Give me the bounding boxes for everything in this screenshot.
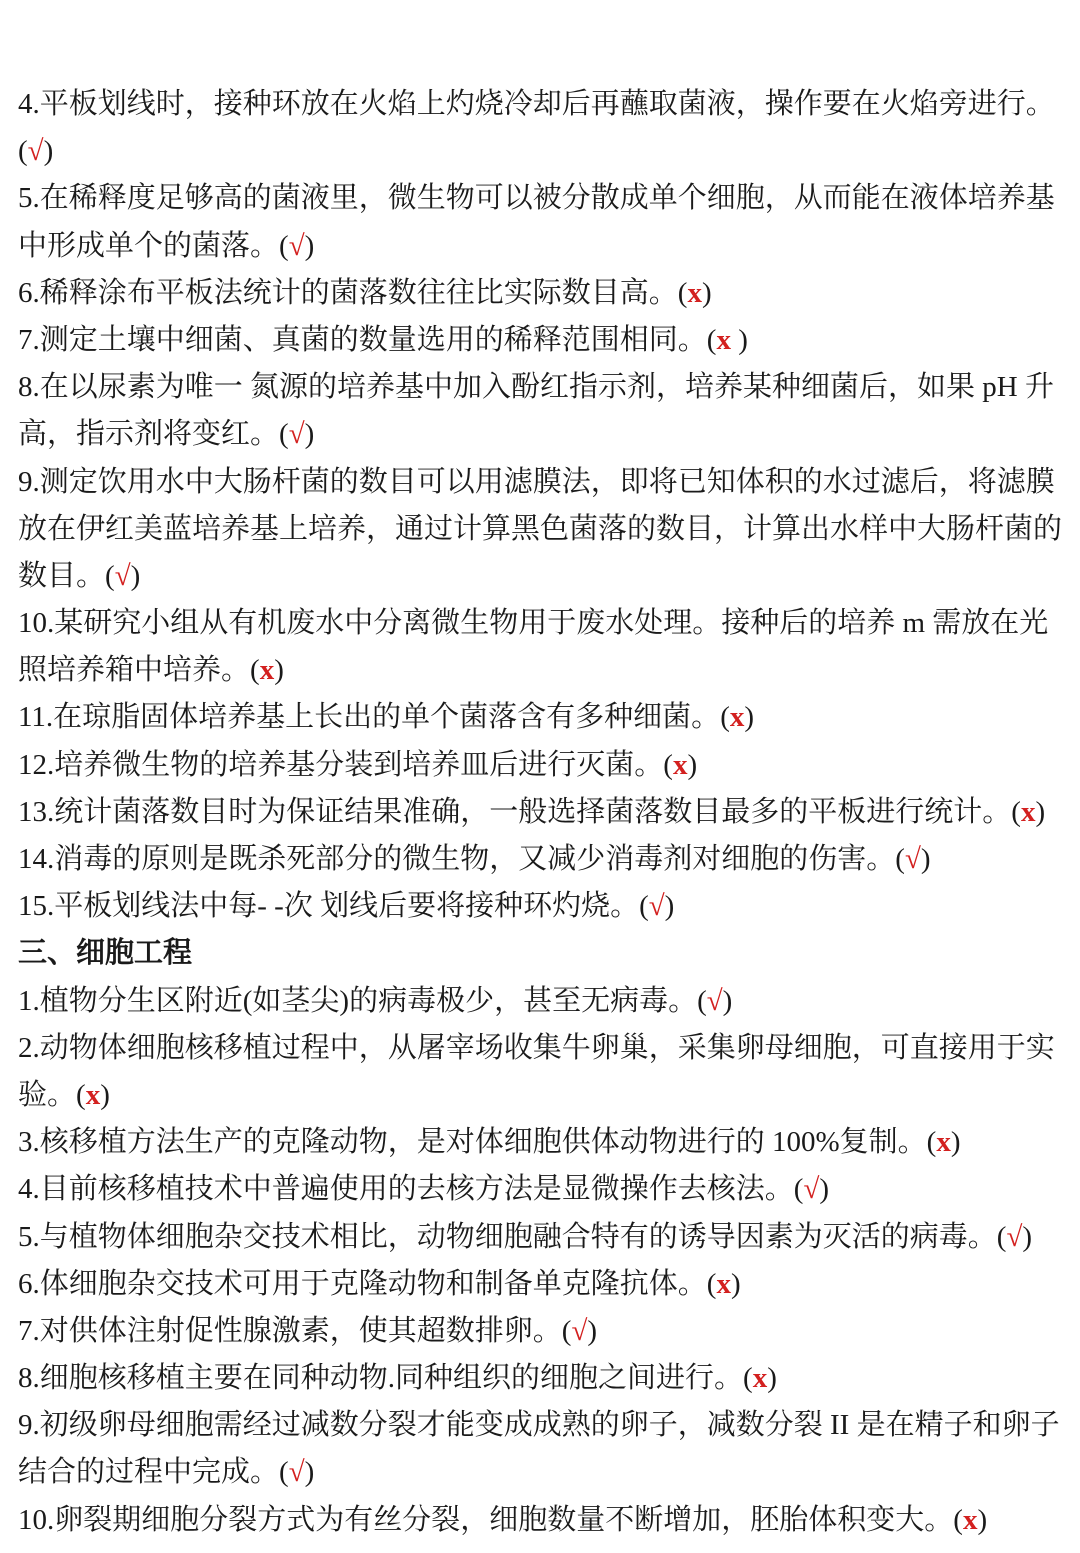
statement-item — [18, 694, 1068, 741]
statement-item — [18, 1119, 1068, 1166]
verdict-open-paren: ( — [720, 701, 730, 734]
verdict-mark: x — [962, 1503, 978, 1536]
statement-line — [18, 1497, 1068, 1544]
verdict-mark: √ — [571, 1314, 588, 1347]
statement-item — [18, 459, 1068, 601]
verdict-close-paren: ) — [730, 1267, 741, 1300]
verdict-open-paren: ( — [663, 748, 673, 781]
statement-item — [18, 883, 1068, 930]
statement-line — [18, 1449, 1068, 1496]
statement-text: 验。 — [18, 1078, 77, 1111]
verdict-mark: √ — [706, 984, 723, 1017]
verdict-open-paren: ( — [697, 984, 707, 1017]
verdict-close-paren: ) — [950, 1126, 961, 1159]
statement-text: 8.细胞核移植主要在同种动物.同种组织的细胞之间进行。 — [18, 1362, 744, 1395]
statement-line — [18, 836, 1068, 883]
statement-line — [18, 694, 1068, 741]
statement-item — [18, 978, 1068, 1025]
verdict-open-paren: ( — [1011, 795, 1021, 828]
verdict-mark: √ — [288, 229, 305, 262]
verdict-open-paren: ( — [926, 1126, 937, 1159]
statement-text: 中形成单个的菌落。 — [18, 229, 280, 262]
statement-line — [18, 128, 1068, 175]
statement-text: 8.在以尿素为唯一 氮源的培养基中加入酚红指示剂，培养某种细菌后，如果 pH 升 — [18, 371, 1054, 404]
verdict-close-paren: ) — [304, 418, 315, 451]
verdict-close-paren: ) — [767, 1362, 777, 1395]
statement-line — [18, 553, 1068, 600]
statement-text: 4.平板划线时，接种环放在火焰上灼烧冷却后再蘸取菌液，操作要在火焰旁进行。 — [18, 88, 1055, 120]
verdict-close-paren: ) — [1022, 1220, 1033, 1253]
statement-line — [18, 789, 1068, 836]
verdict-mark: √ — [904, 843, 921, 875]
statement-item — [18, 317, 1068, 364]
statement-item — [18, 1166, 1068, 1213]
verdict-open-paren: ( — [743, 1362, 753, 1395]
statement-text: 高，指示剂将变红。 — [18, 418, 280, 451]
statement-text: 14.消毒的原则是既杀死部分的微生物，又减少消毒剂对细胞的伤害。 — [18, 843, 896, 875]
statement-line — [18, 1402, 1068, 1449]
statement-item — [18, 600, 1068, 694]
statement-text: 3.核移植方法生产的克隆动物，是对体细胞供体动物进行的 100%复制。 — [18, 1126, 927, 1159]
statement-line — [18, 1261, 1068, 1308]
statement-line — [18, 175, 1068, 222]
verdict-mark: x — [1020, 795, 1036, 828]
statement-text: 1.植物分生区附近(如茎尖)的病毒极少，甚至无病毒。 — [18, 984, 698, 1017]
statement-line — [18, 1308, 1068, 1355]
verdict-close-paren: ) — [744, 701, 755, 734]
verdict-mark: x — [687, 276, 702, 309]
verdict-close-paren: ) — [304, 229, 315, 262]
statement-item — [18, 789, 1068, 836]
statement-text: 7.对供体注射促性腺激素，使其超数排卵。 — [18, 1314, 562, 1347]
statement-text: 2.动物体细胞核移植过程中，从屠宰场收集牛卵巢，采集卵母细胞，可直接用于实 — [18, 1031, 1055, 1064]
statement-text: 5.在稀释度足够高的菌液里，微生物可以被分散成单个细胞，从而能在液体培养基 — [18, 182, 1055, 215]
statement-line — [18, 883, 1068, 930]
statement-item — [18, 1308, 1068, 1355]
statement-text: 结合的过程中完成。 — [18, 1456, 280, 1489]
verdict-open-paren: ( — [18, 135, 28, 168]
verdict-close-paren: ) — [920, 843, 931, 875]
statement-item — [18, 1261, 1068, 1308]
statement-text: 13.统计菌落数目时为保证结果准确，一般选择菌落数目最多的平板进行统计。 — [18, 795, 1012, 828]
statement-line — [18, 81, 1068, 128]
verdict-open-paren: ( — [706, 323, 717, 356]
statement-item — [18, 364, 1068, 458]
statement-item — [18, 81, 1068, 175]
verdict-open-paren: ( — [76, 1078, 86, 1111]
statement-line — [18, 742, 1068, 789]
verdict-mark: √ — [1006, 1220, 1023, 1253]
verdict-mark: √ — [648, 890, 665, 923]
statement-line — [18, 364, 1068, 411]
statement-line — [18, 1119, 1068, 1166]
statement-item — [18, 175, 1068, 269]
verdict-open-paren: ( — [793, 1173, 804, 1206]
verdict-close-paren: ) — [664, 890, 675, 923]
verdict-close-paren: ) — [274, 654, 284, 687]
statement-line — [18, 1072, 1068, 1119]
statement-text: 10.某研究小组从有机废水中分离微生物用于废水处理。接种后的培养 m 需放在光 — [18, 607, 1049, 640]
verdict-mark: x — [936, 1126, 951, 1159]
verdict-mark: x — [716, 323, 731, 356]
statement-line — [18, 317, 1068, 364]
statement-item — [18, 270, 1068, 317]
verdict-mark: x — [672, 748, 688, 781]
statement-item — [18, 836, 1068, 883]
statement-line — [18, 1355, 1068, 1402]
verdict-open-paren: ( — [279, 229, 289, 262]
verdict-open-paren: ( — [279, 1456, 289, 1489]
verdict-open-paren: ( — [706, 1267, 717, 1300]
statement-line — [18, 411, 1068, 458]
document-page — [18, 81, 1068, 1544]
statement-line — [18, 600, 1068, 647]
verdict-open-paren: ( — [279, 418, 289, 451]
statement-text: 11.在琼脂固体培养基上长出的单个菌落含有多种细菌。 — [18, 701, 721, 734]
statement-text: 照培养箱中培养。 — [18, 654, 251, 687]
statement-item — [18, 1497, 1068, 1544]
verdict-open-paren: ( — [250, 654, 260, 687]
statement-text: 15.平板划线法中每- -次 划线后要将接种环灼烧。 — [18, 890, 640, 923]
statement-line — [18, 459, 1068, 506]
statement-line — [18, 270, 1068, 317]
verdict-mark: x — [729, 701, 745, 734]
statement-line — [18, 1166, 1068, 1213]
verdict-mark: √ — [288, 1456, 305, 1489]
statement-text: 6.稀释涂布平板法统计的菌落数往往比实际数目高。 — [18, 276, 678, 309]
statement-item — [18, 1402, 1068, 1496]
statement-text: 12.培养微生物的培养基分装到培养皿后进行灭菌。 — [18, 748, 664, 781]
statement-line — [18, 978, 1068, 1025]
verdict-close-paren: ) — [43, 135, 54, 168]
verdict-close-paren: ) — [100, 1078, 110, 1111]
statement-item — [18, 1355, 1068, 1402]
verdict-mark: √ — [803, 1173, 820, 1206]
statement-text: 10.卵裂期细胞分裂方式为有丝分裂，细胞数量不断增加，胚胎体积变大。 — [18, 1503, 954, 1536]
statement-line — [18, 1025, 1068, 1072]
verdict-mark: x — [259, 654, 275, 687]
verdict-mark: √ — [27, 135, 44, 168]
statement-text: 6.体细胞杂交技术可用于克隆动物和制备单克隆抗体。 — [18, 1267, 707, 1300]
verdict-mark: x — [85, 1078, 101, 1111]
statement-line — [18, 506, 1068, 553]
statement-line — [18, 223, 1068, 270]
statement-text: 9.初级卵母细胞需经过减数分裂才能变成成熟的卵子，减数分裂 II 是在精子和卵子 — [18, 1409, 1060, 1442]
statement-text: 7.测定土壤中细菌、真菌的数量选用的稀释范围相同。 — [18, 323, 707, 356]
verdict-mark: √ — [114, 559, 131, 592]
verdict-open-paren: ( — [895, 843, 905, 875]
verdict-mark: x — [716, 1267, 731, 1300]
verdict-close-paren: ) — [701, 276, 712, 309]
statement-line — [18, 647, 1068, 694]
verdict-close-paren: ) — [587, 1314, 598, 1347]
statement-text: 9.测定饮用水中大肠杆菌的数目可以用滤膜法，即将已知体积的水过滤后，将滤膜 — [18, 465, 1055, 498]
verdict-close-paren: ) — [722, 984, 733, 1017]
verdict-close-paren: ) — [730, 323, 748, 356]
statement-text: 数目。 — [18, 559, 106, 592]
verdict-mark: x — [752, 1362, 768, 1395]
verdict-close-paren: ) — [687, 748, 698, 781]
verdict-open-paren: ( — [996, 1220, 1007, 1253]
statement-item — [18, 1025, 1068, 1119]
statement-item — [18, 1214, 1068, 1261]
section-heading: 三、细胞工程 — [18, 937, 193, 970]
verdict-open-paren: ( — [677, 276, 688, 309]
verdict-close-paren: ) — [977, 1503, 988, 1536]
statement-text: 4.目前核移植技术中普遍使用的去核方法是显微操作去核法。 — [18, 1173, 794, 1206]
statement-text: 5.与植物体细胞杂交技术相比，动物细胞融合特有的诱导因素为灭活的病毒。 — [18, 1220, 997, 1253]
verdict-mark: √ — [288, 418, 305, 451]
verdict-open-paren: ( — [953, 1503, 963, 1536]
verdict-open-paren: ( — [639, 890, 649, 923]
statement-text: 放在伊红美蓝培养基上培养，通过计算黑色菌落的数目，计算出水样中大肠杆菌的 — [18, 512, 1063, 545]
statement-item — [18, 742, 1068, 789]
verdict-close-paren: ) — [819, 1173, 830, 1206]
verdict-open-paren: ( — [105, 559, 115, 592]
verdict-open-paren: ( — [561, 1314, 572, 1347]
verdict-close-paren: ) — [304, 1456, 315, 1489]
verdict-close-paren: ) — [1035, 795, 1046, 828]
verdict-close-paren: ) — [130, 559, 141, 592]
statement-line — [18, 1214, 1068, 1261]
